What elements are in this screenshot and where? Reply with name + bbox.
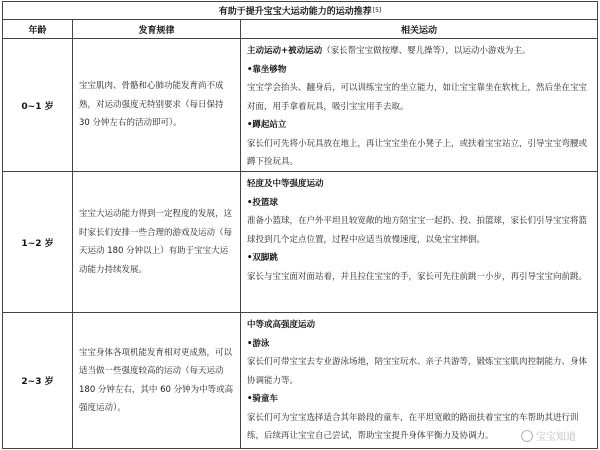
development-cell	[73, 313, 241, 448]
activity-desc: 家长们可带宝宝去专业游泳场地，陪宝宝玩水、亲子共游等，锻炼宝宝肌肉控制能力、身体协调能力等。	[247, 357, 588, 386]
activity-summary	[247, 42, 591, 61]
summary-rest: （家长帮宝宝做按摩、婴儿操等），以运动小游戏为主。	[322, 46, 531, 56]
header-development: 发育规律	[73, 20, 241, 38]
table-title	[3, 2, 597, 20]
development-text: 宝宝大运动能力得到一定程度的发展，这时家长们安排一些合理的游戏及运动（每天运动 180 分钟以上）有助于宝宝大运动能力持续发展。	[79, 209, 233, 275]
activities-cell	[241, 39, 597, 171]
activity-name: •投篮球	[247, 197, 278, 208]
development-cell	[73, 172, 241, 312]
header-activities: 相关运动	[400, 25, 437, 36]
activity-desc: 家长与宝宝面对面站着，并且拉住宝宝的手，家长可先往前跳一小步，再引导宝宝向前跳。	[247, 271, 588, 282]
watermark	[521, 428, 576, 443]
table-row	[3, 172, 597, 313]
watermark-text: 宝宝知道	[536, 432, 576, 443]
activity-name: •骑童车	[247, 394, 278, 404]
development-text: 宝宝肌肉、骨骼和心肺功能发育尚不成熟，对运动强度无特别要求（每日保持 30 分钟左右的活动即可）。	[79, 81, 224, 129]
title-reference: [5]	[372, 7, 382, 14]
activity-desc: 宝宝学会抬头、翻身后，可以训练宝宝的坐立能力，如让宝宝靠坐在软枕上，然后坐在宝宝对面，用手拿着玩具，吸引宝宝用手去取。	[247, 83, 588, 112]
activity-name: •双脚跳	[247, 253, 278, 263]
activity-name: •游泳	[247, 338, 270, 349]
table-row	[3, 39, 597, 172]
activity-desc: 家长们可先将小玩具放在地上，再让宝宝坐在小凳子上，或扶着宝宝站立，引导宝宝弯腰或蹲下捡玩具。	[247, 138, 588, 167]
recommendation-table	[2, 1, 598, 449]
activity-name: •靠坐够物	[247, 64, 287, 75]
activity-summary: 中等或高强度运动	[247, 320, 316, 330]
table-title-text: 有助于提升宝宝大运动能力的运动推荐	[218, 7, 372, 17]
header-age: 年龄	[3, 20, 73, 38]
activity-desc: 准备小篮球，在户外平坦且较宽敞的地方陪宝宝一起扔、投、拍篮球，家长们引导宝宝将篮球投到几个定点位置，过程中应适当放慢速度，以免宝宝摔倒。	[247, 216, 588, 245]
activity-name: •蹲起站立	[247, 120, 287, 130]
table-header-row	[3, 20, 597, 39]
activity-desc: 家长们可为宝宝选择适合其年龄段的童车，在平坦宽敞的路面扶着宝宝的车帮助其进行训练，后续再让宝宝自己尝试，帮助宝宝提升身体平衡力及协调力。	[247, 412, 579, 441]
age-cell: 0~1 岁	[3, 39, 73, 171]
activities-cell	[241, 172, 597, 312]
table-row	[3, 313, 597, 448]
development-text: 宝宝身体各项机能发育相对更成熟，可以适当做一些强度较高的运动（每天运动 180 分钟左右，其中 60 分钟为中等或高强度运动）。	[79, 347, 234, 413]
watermark-logo-icon	[521, 430, 533, 442]
age-cell: 1~2 岁	[3, 172, 73, 312]
development-cell	[73, 39, 241, 171]
activity-summary: 轻度及中等强度运动	[247, 179, 324, 189]
summary-bold: 主动运动+被动运动	[247, 46, 323, 56]
age-cell: 2~3 岁	[3, 313, 73, 448]
